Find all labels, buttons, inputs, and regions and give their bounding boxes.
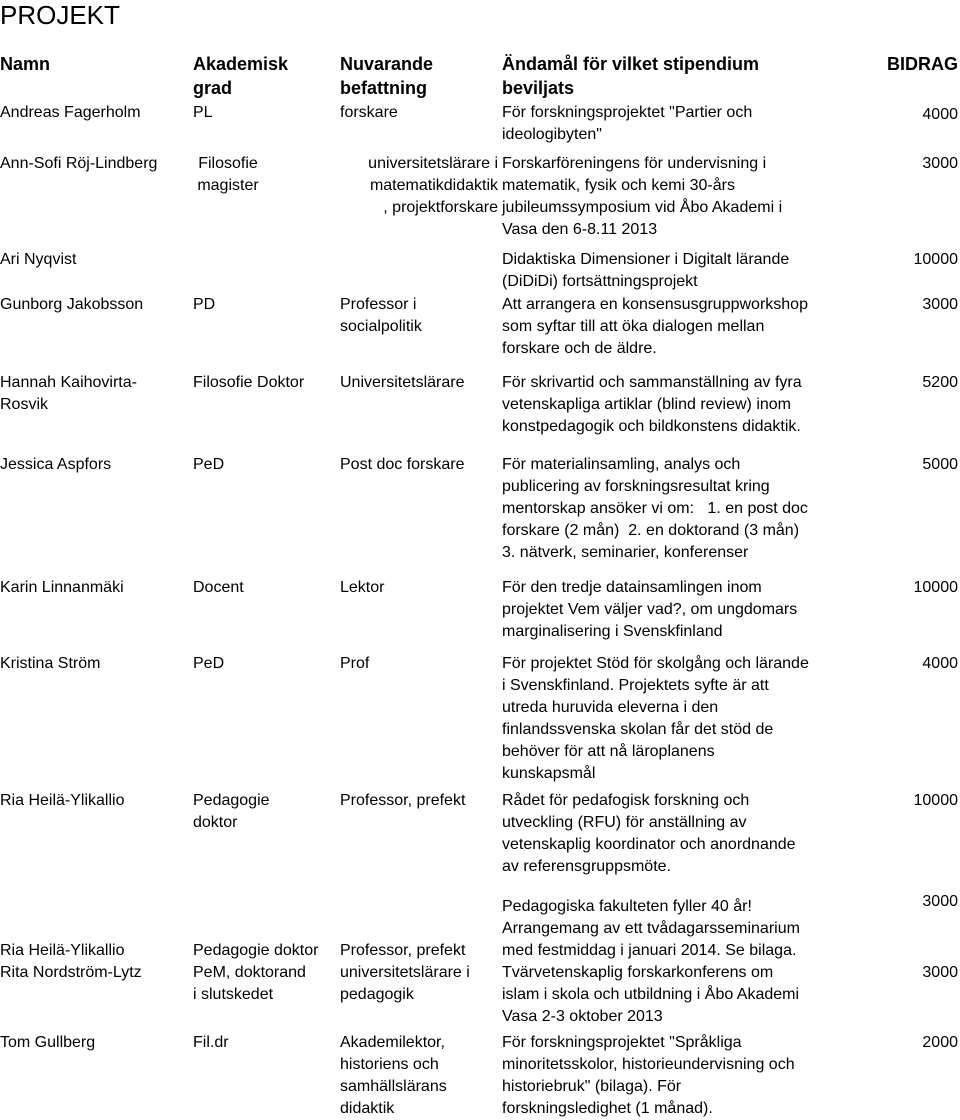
row-degree: Fil.dr (193, 1034, 229, 1051)
row-position: Professor, prefekt (340, 792, 466, 809)
row-degree: PeD (193, 456, 225, 473)
row-name: Hannah Kaihovirta- Rosvik (0, 374, 137, 413)
row-amount: 10000 (913, 792, 958, 809)
row-position: Akademilektor, historiens och samhällslärans didaktik (340, 1034, 447, 1117)
row-purpose: Rådet för pedafogisk forskning och utveckling (RFU) för anställning av vetenskaplig koordinator och anordnande av referensgruppsmöte. (502, 792, 796, 875)
row-name: Ria Heilä-Ylikallio Rita Nordström-Lytz (0, 942, 142, 981)
header-degree: Akademisk grad (193, 54, 289, 98)
row-degree: PeD (193, 655, 225, 672)
row-purpose: Att arrangera en konsensusgruppworkshop som syftar till att öka dialogen mellan forskare och de äldre. (502, 296, 808, 357)
row-degree: PD (193, 296, 216, 313)
row-degree: Filosofie magister (197, 155, 259, 194)
row-position: universitetslärare i matematikdidaktik , projektforskare (368, 155, 498, 216)
row-purpose: För forskningsprojektet "Språkliga minoritetsskolor, historieundervisning och historiebruk" (bilaga). För forskningsledighet (1 månad). (502, 1034, 795, 1117)
header-amount: BIDRAG (887, 54, 958, 74)
row-name: Jessica Aspfors (0, 456, 112, 473)
row-name: Ria Heilä-Ylikallio (0, 792, 125, 809)
header-purpose: Ändamål för vilket stipendium beviljats (502, 54, 760, 98)
row-degree: Pedagogie doktor (193, 792, 270, 831)
header-position: Nuvarande befattning (340, 54, 434, 98)
row-purpose: För projektet Stöd för skolgång och lärande i Svenskfinland. Projektets syfte är att utreda huruvida eleverna i den finlandssvenska skolan får det stöd de behöver för att nå läroplanens kunskapsmål (502, 655, 809, 782)
row-name: Kristina Ström (0, 655, 101, 672)
row-purpose: För den tredje datainsamlingen inom projektet Vem väljer vad?, om ungdomars marginalisering i Svenskfinland (502, 579, 798, 640)
row-amount: 4000 (922, 655, 958, 672)
row-position: Prof (340, 655, 370, 672)
row-position: forskare (340, 104, 398, 121)
row-amount: 2000 (922, 1034, 958, 1051)
header-name: Namn (0, 54, 51, 74)
row-position: Post doc forskare (340, 456, 465, 473)
row-name: Gunborg Jakobsson (0, 296, 144, 313)
row-amount: 3000 (922, 155, 958, 172)
row-amount: 3000 (922, 893, 958, 910)
row-purpose: För skrivartid och sammanställning av fyra vetenskapliga artiklar (blind review) inom konstpedagogik och bildkonstens didaktik. (502, 374, 802, 435)
row-amount: 10000 (913, 251, 958, 268)
row-amount: 3000 (922, 296, 958, 313)
row-position: Lektor (340, 579, 385, 596)
row-purpose: För materialinsamling, analys och publicering av forskningsresultat kring mentorskap ansöker vi om: 1. en post doc forskare (2 mån) 2. en doktorand (3 mån) 3. nätverk, seminarier, konferenser (502, 456, 808, 561)
row-name: Ann-Sofi Röj-Lindberg (0, 155, 158, 172)
row-name: Karin Linnanmäki (0, 579, 124, 596)
row-amount: 10000 (913, 579, 958, 596)
row-degree: Pedagogie doktor PeM, doktorand i slutskedet (193, 942, 319, 1003)
row-purpose: Forskarföreningens för undervisning i matematik, fysik och kemi 30-års jubileumssymposium vid Åbo Akademi i Vasa den 6-8.11 2013 (502, 155, 783, 238)
row-amount-2: 3000 (922, 964, 958, 981)
row-amount: 5000 (922, 456, 958, 473)
page-title: PROJEKT (0, 0, 120, 30)
row-name: Ari Nyqvist (0, 251, 77, 268)
row-purpose: För forskningsprojektet "Partier och ideologibyten" (502, 104, 753, 143)
row-degree: Docent (193, 579, 244, 596)
row-amount: 5200 (922, 374, 958, 391)
row-name: Tom Gullberg (0, 1034, 96, 1051)
row-position: Professor, prefekt universitetslärare i pedagogik (340, 942, 470, 1003)
row-name: Andreas Fagerholm (0, 104, 141, 121)
row-position: Universitetslärare (340, 374, 465, 391)
row-purpose: Didaktiska Dimensioner i Digitalt lärande (DiDiDi) fortsättningsprojekt (502, 251, 790, 290)
row-position: Professor i socialpolitik (340, 296, 422, 335)
row-amount: 4000 (922, 106, 958, 123)
row-degree: PL (193, 104, 213, 121)
row-purpose: Pedagogiska fakulteten fyller 40 år! Arrangemang av ett tvådagarsseminarium med festmiddag i januari 2014. Se bilaga. Tvärvetenskaplig forskarkonferens om islam i skola och utbildning i Åbo Akademi Vasa 2-3 oktober 2013 (502, 898, 800, 1025)
row-degree: Filosofie Doktor (193, 374, 305, 391)
